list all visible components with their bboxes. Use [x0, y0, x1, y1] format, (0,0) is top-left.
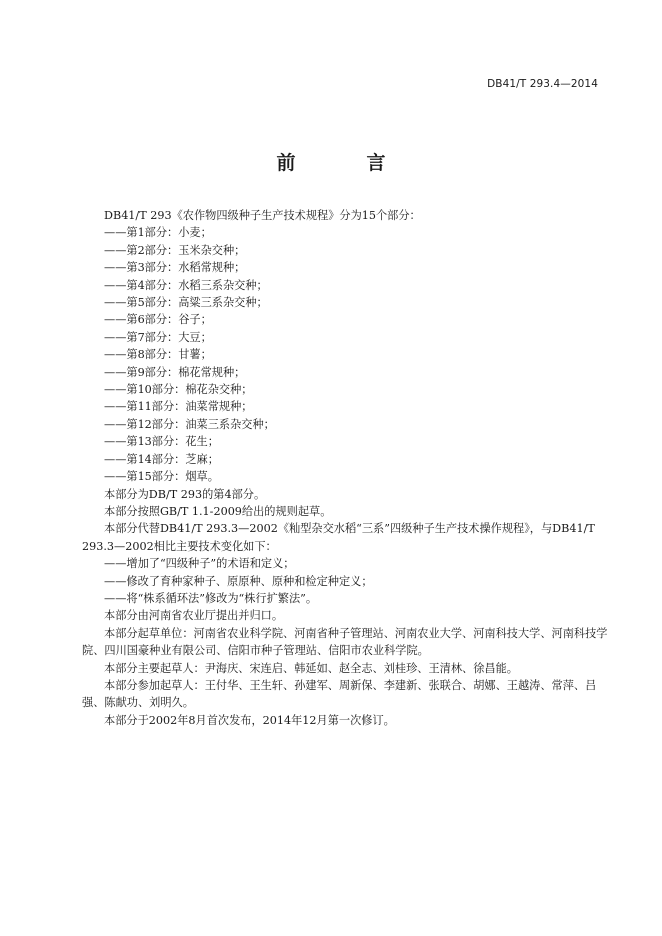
list-item: ——修改了育种家种子、原原种、原种和检定种定义；	[104, 574, 373, 588]
list-item: ——第7部分：大豆；	[104, 330, 212, 344]
list-item: ——第1部分：小麦；	[104, 226, 212, 240]
list-item: ——第12部分：油菜三系杂交种；	[104, 417, 275, 431]
document-code: DB41/T 293.4—2014	[487, 78, 598, 90]
list-item: ——第8部分：甘薯；	[104, 348, 212, 362]
foreword-body	[82, 207, 610, 729]
list-item: ——将“株系循环法”修改为“株行扩繁法”。	[104, 591, 318, 605]
release-history-paragraph: 本部分于2002年8月首次发布，2014年12月第一次修订。	[104, 713, 395, 727]
list-item: ——第5部分：高粱三系杂交种；	[104, 296, 268, 310]
list-item: ——第4部分：水稻三系杂交种；	[104, 278, 268, 292]
list-item: ——第13部分：花生；	[104, 435, 219, 449]
list-item: ——第6部分：谷子；	[104, 313, 212, 327]
list-item: ——第9部分：棉花常规种；	[104, 365, 246, 379]
intro-paragraph: DB41/T 293《农作物四级种子生产技术规程》分为15个部分：	[104, 209, 421, 222]
list-item: ——第2部分：玉米杂交种；	[104, 243, 246, 257]
list-item: ——第14部分：芝麻；	[104, 452, 219, 466]
list-item: ——第3部分：水稻常规种；	[104, 261, 246, 275]
replacement-paragraph: 本部分代替DB41/T 293.3—2002《籼型杂交水稻“三系”四级种子生产技术操作规程》，与DB41/T 293.3—2002相比主要技术变化如下：	[82, 522, 595, 553]
part-number-paragraph: 本部分为DB/T 293的第4部分。	[104, 487, 266, 501]
changes-list	[82, 555, 610, 607]
list-item: ——增加了“四级种子”的术语和定义；	[104, 557, 295, 571]
list-item: ——第11部分：油菜常规种；	[104, 400, 253, 414]
parts-list	[82, 224, 610, 485]
participating-drafters-paragraph: 本部分参加起草人：王付华、王生轩、孙建军、周新保、李建新、张联合、胡娜、王越涛、常萍、吕强、陈献功、刘明久。	[82, 678, 597, 710]
list-item: ——第10部分：棉花杂交种；	[104, 383, 253, 397]
proposer-paragraph: 本部分由河南省农业厅提出并归口。	[104, 609, 284, 623]
main-drafters-paragraph: 本部分主要起草人：尹海庆、宋连启、韩延如、赵全志、刘桂珍、王清林、徐昌能。	[104, 661, 518, 675]
drafting-units-paragraph: 本部分起草单位：河南省农业科学院、河南省种子管理站、河南农业大学、河南科技大学、河南科技学院、四川国豪种业有限公司、信阳市种子管理站、信阳市农业科学院。	[82, 626, 608, 658]
list-item: ——第15部分：烟草。	[104, 470, 219, 484]
page-title: 前 言	[276, 152, 412, 174]
drafting-rules-paragraph: 本部分按照GB/T 1.1-2009给出的规则起草。	[104, 504, 332, 518]
